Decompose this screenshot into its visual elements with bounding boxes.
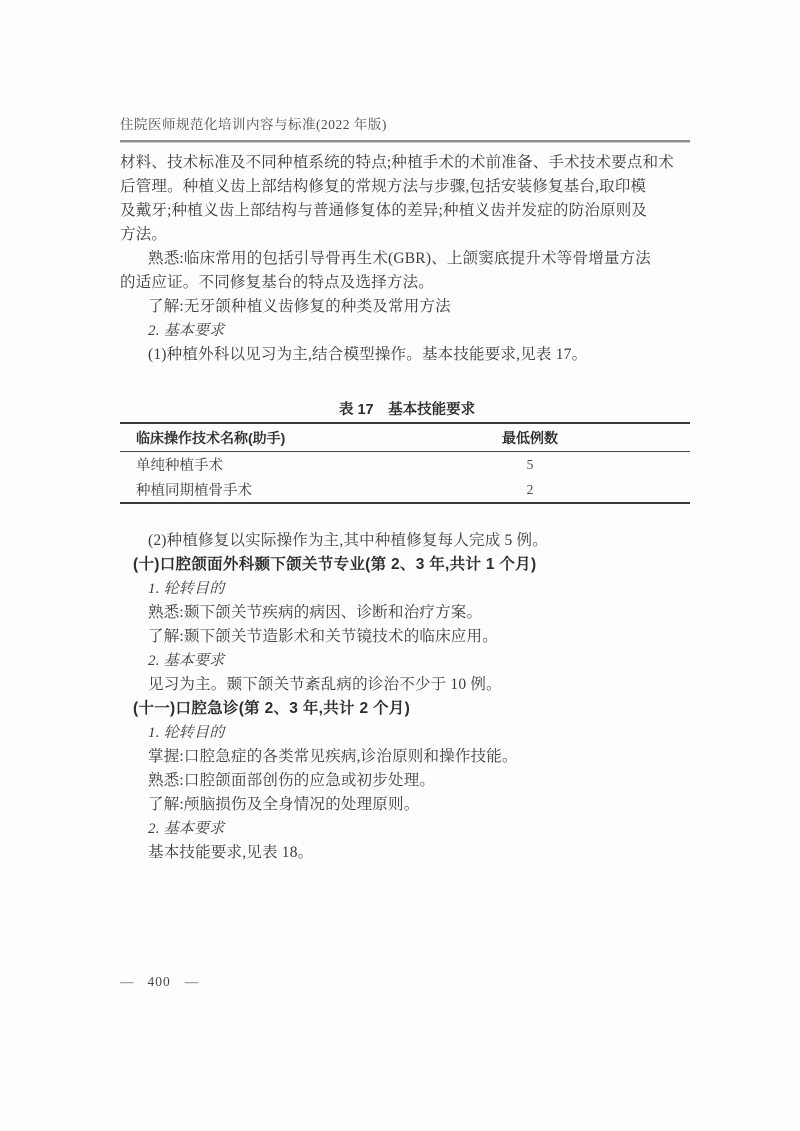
body-line-item-heading: 1. 轮转目的: [148, 581, 225, 597]
body-line: 基本技能要求,见表 18。: [148, 844, 314, 861]
body-line-item-heading: 2. 基本要求: [148, 653, 225, 669]
footer-right-dash: —: [184, 974, 199, 989]
body-line: 方法。: [120, 226, 168, 243]
table-cell-min-cases: 5: [526, 456, 534, 472]
section-heading: (十一)口腔急诊(第 2、3 年,共计 2 个月): [133, 700, 411, 717]
column-header-procedure: 临床操作技术名称(助手): [136, 429, 286, 446]
table-cell-min-cases: 2: [526, 481, 534, 497]
body-line-item-heading: 1. 轮转目的: [148, 725, 225, 741]
body-line: 了解:颞下颌关节造影术和关节镜技术的临床应用。: [148, 628, 498, 645]
body-line: (1)种植外科以见习为主,结合模型操作。基本技能要求,见表 17。: [148, 346, 588, 363]
body-line: 熟悉:颞下颌关节疾病的病因、诊断和治疗方案。: [148, 604, 483, 621]
page-number: 400: [147, 974, 171, 989]
body-line: 了解:颅脑损伤及全身情况的处理原则。: [148, 796, 420, 813]
body-line: 掌握:口腔急症的各类常见疾病,诊治原则和操作技能。: [148, 748, 518, 765]
body-line: 的适应证。不同修复基台的特点及选择方法。: [120, 274, 435, 291]
body-line: 材料、技术标准及不同种植系统的特点;种植手术的术前准备、手术技术要点和术: [120, 154, 675, 171]
body-line-item-heading: 2. 基本要求: [148, 821, 225, 837]
body-line: 后管理。种植义齿上部结构修复的常规方法与步骤,包括安装修复基台,取印模: [120, 178, 647, 195]
header-divider: [120, 140, 690, 143]
table-cell-procedure: 种植同期植骨手术: [136, 483, 252, 499]
table-header-row: [120, 424, 690, 452]
table-row: [120, 477, 690, 502]
body-line: (2)种植修复以实际操作为主,其中种植修复每人完成 5 例。: [148, 532, 548, 549]
footer-left-dash: —: [120, 974, 134, 989]
table-row: [120, 452, 690, 477]
column-header-min-cases: 最低例数: [502, 429, 558, 446]
table-17: [120, 422, 690, 504]
body-line: 了解:无牙颌种植义齿修复的种类及常用方法: [148, 298, 451, 315]
table-17-caption: 表 17 基本技能要求: [338, 402, 476, 418]
running-header: [120, 113, 690, 143]
section-heading: (十)口腔颌面外科颞下颌关节专业(第 2、3 年,共计 1 个月): [133, 556, 537, 573]
running-header-title: 住院医师规范化培训内容与标准(2022 年版): [120, 117, 387, 132]
page-footer: [120, 972, 198, 992]
body-line: 见习为主。颞下颌关节紊乱病的诊治不少于 10 例。: [148, 676, 502, 693]
body-line: 及戴牙;种植义齿上部结构与普通修复体的差异;种植义齿并发症的防治原则及: [120, 202, 648, 219]
body-text-column: [120, 151, 694, 865]
body-line: 熟悉:临床常用的包括引导骨再生术(GBR)、上颌窦底提升术等骨增量方法: [148, 250, 652, 267]
body-line: 熟悉:口腔颌面部创伤的应急或初步处理。: [148, 772, 436, 789]
body-line-item-heading: 2. 基本要求: [148, 323, 225, 339]
table-cell-procedure: 单纯种植手术: [136, 458, 223, 474]
